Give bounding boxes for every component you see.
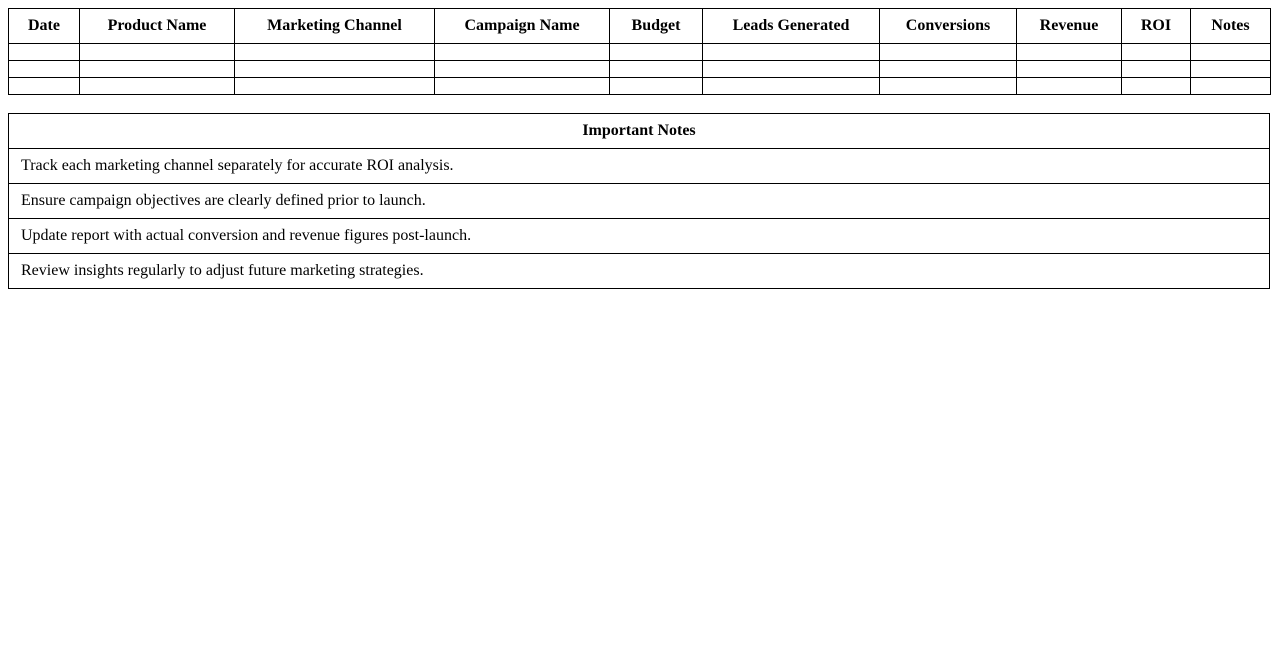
table-cell[interactable]	[1122, 78, 1191, 95]
table-cell[interactable]	[703, 44, 880, 61]
note-text: Ensure campaign objectives are clearly defined prior to launch.	[9, 184, 1270, 219]
table-cell[interactable]	[9, 44, 80, 61]
column-header-leads-generated: Leads Generated	[703, 9, 880, 44]
table-cell[interactable]	[80, 78, 235, 95]
notes-header-row	[9, 114, 1270, 149]
table-cell[interactable]	[1122, 44, 1191, 61]
column-header-budget: Budget	[610, 9, 703, 44]
column-header-revenue: Revenue	[1017, 9, 1122, 44]
table-row	[9, 61, 1271, 78]
table-cell[interactable]	[1017, 78, 1122, 95]
table-row	[9, 44, 1271, 61]
important-notes-table	[8, 113, 1270, 289]
column-header-conversions: Conversions	[880, 9, 1017, 44]
table-cell[interactable]	[80, 44, 235, 61]
table-cell[interactable]	[880, 61, 1017, 78]
table-cell[interactable]	[1191, 61, 1271, 78]
table-cell[interactable]	[1122, 61, 1191, 78]
table-cell[interactable]	[1191, 78, 1271, 95]
note-text: Track each marketing channel separately for accurate ROI analysis.	[9, 149, 1270, 184]
notes-title: Important Notes	[9, 114, 1270, 149]
table-cell[interactable]	[435, 78, 610, 95]
list-item	[9, 254, 1270, 289]
note-text: Review insights regularly to adjust future marketing strategies.	[9, 254, 1270, 289]
column-header-product-name: Product Name	[80, 9, 235, 44]
marketing-tracking-table	[8, 8, 1271, 95]
table-cell[interactable]	[80, 61, 235, 78]
list-item	[9, 184, 1270, 219]
table-cell[interactable]	[610, 78, 703, 95]
column-header-date: Date	[9, 9, 80, 44]
column-header-notes: Notes	[1191, 9, 1271, 44]
column-header-campaign-name: Campaign Name	[435, 9, 610, 44]
table-cell[interactable]	[9, 78, 80, 95]
table-cell[interactable]	[610, 44, 703, 61]
table-cell[interactable]	[610, 61, 703, 78]
table-row	[9, 78, 1271, 95]
table-cell[interactable]	[1017, 61, 1122, 78]
table-cell[interactable]	[880, 78, 1017, 95]
column-header-marketing-channel: Marketing Channel	[235, 9, 435, 44]
list-item	[9, 149, 1270, 184]
column-header-roi: ROI	[1122, 9, 1191, 44]
list-item	[9, 219, 1270, 254]
table-cell[interactable]	[235, 78, 435, 95]
table-cell[interactable]	[235, 61, 435, 78]
table-cell[interactable]	[435, 44, 610, 61]
table-cell[interactable]	[880, 44, 1017, 61]
table-cell[interactable]	[235, 44, 435, 61]
table-cell[interactable]	[9, 61, 80, 78]
table-cell[interactable]	[703, 78, 880, 95]
table-cell[interactable]	[1017, 44, 1122, 61]
table-cell[interactable]	[435, 61, 610, 78]
table-cell[interactable]	[703, 61, 880, 78]
header-row	[9, 9, 1271, 44]
note-text: Update report with actual conversion and revenue figures post-launch.	[9, 219, 1270, 254]
table-cell[interactable]	[1191, 44, 1271, 61]
